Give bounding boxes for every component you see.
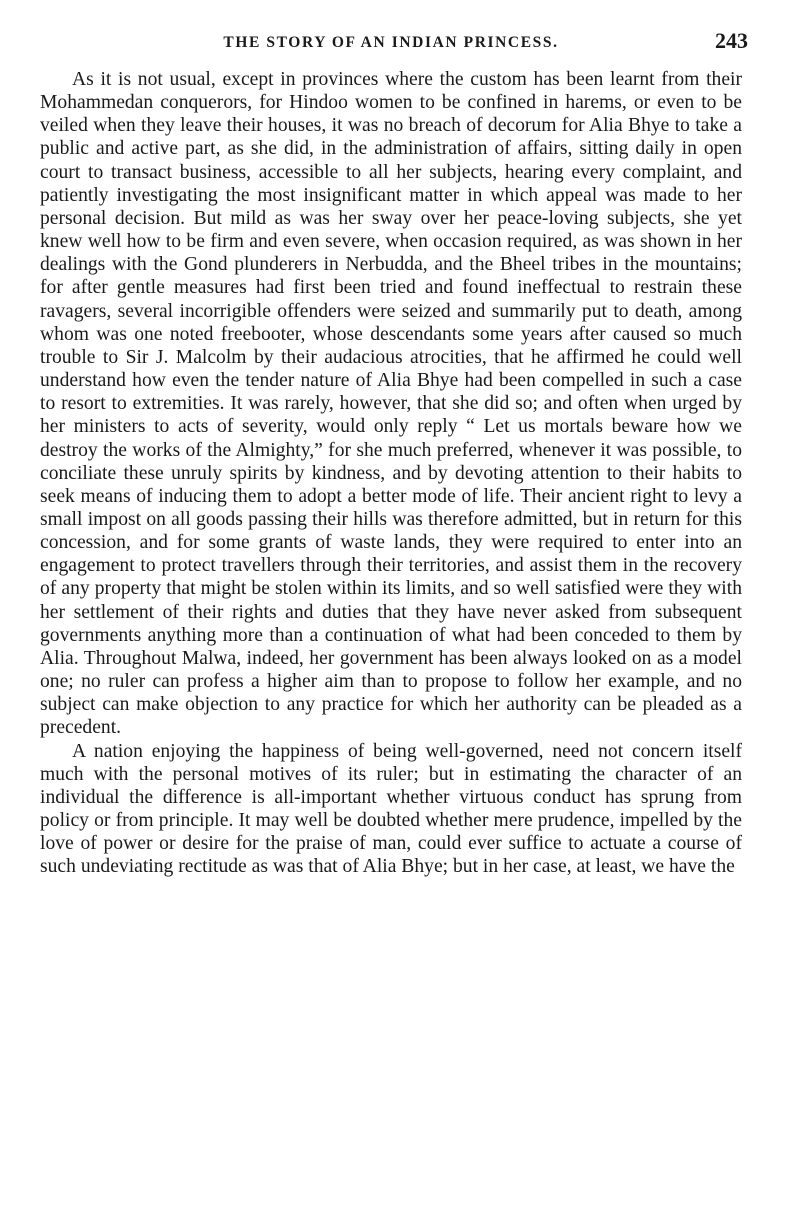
- paragraph-2: A nation enjoying the happiness of being well-governed, need not concern itself much with the personal motives of its ruler; but in estimating the character of an individual the difference is all-important whether virtuous conduct has sprung from policy or from principle. It may well be doubted whether mere prudence, impelled by the love of power or desire for the praise of man, could ever suffice to actuate a course of such undeviating rectitude as was that of Alia Bhye; but in her case, at least, we have the: [40, 740, 742, 878]
- running-header: [40, 28, 748, 60]
- book-page: [40, 28, 748, 878]
- running-title: THE STORY OF AN INDIAN PRINCESS.: [223, 34, 559, 51]
- page-number: 243: [715, 28, 748, 53]
- paragraph-1: As it is not usual, except in provinces where the custom has been learnt from their Mohammedan conquerors, for Hindoo women to be confined in harems, or even to be veiled when they leave their houses, it was no breach of decorum for Alia Bhye to take a public and active part, as she did, in the administration of affairs, sitting daily in open court to transact business, accessible to all her subjects, hearing every complaint, and patiently investigating the most insignificant matter in which appeal was made to her personal decision. But mild as was her sway over her peace-loving subjects, she yet knew well how to be firm and even severe, when occasion required, as was shown in her dealings with the Gond plunderers in Nerbudda, and the Bheel tribes in the mountains; for after gentle measures had first been tried and found ineffectual to restrain these ravagers, several incorrigible offenders were seized and summarily put to death, among whom was one noted freebooter, whose descendants some years after caused so much trouble to Sir J. Malcolm by their audacious atrocities, that he affirmed he could well understand how even the tender nature of Alia Bhye had been compelled in such a case to resort to extremities. It was rarely, however, that she did so; and often when urged by her ministers to acts of severity, would only reply “ Let us mortals beware how we destroy the works of the Almighty,” for she much preferred, whenever it was possible, to conciliate these unruly spirits by kindness, and by devoting attention to their habits to seek means of inducing them to adopt a better mode of life. Their ancient right to levy a small impost on all goods passing their hills was therefore admitted, but in return for this concession, and for some grants of waste lands, they were required to enter into an engagement to protect travellers through their territories, and assist them in the recovery of any property that might be stolen within its limits, and so well satisfied were they with her settlement of their rights and duties that they have never asked from subsequent governments anything more than a continuation of what had been conceded to them by Alia. Throughout Malwa, indeed, her government has been always looked on as a model one; no ruler can profess a higher aim than to propose to follow her example, and no subject can make objection to any practice for which her authority can be pleaded as a precedent.: [40, 69, 742, 739]
- body-text: [40, 68, 742, 878]
